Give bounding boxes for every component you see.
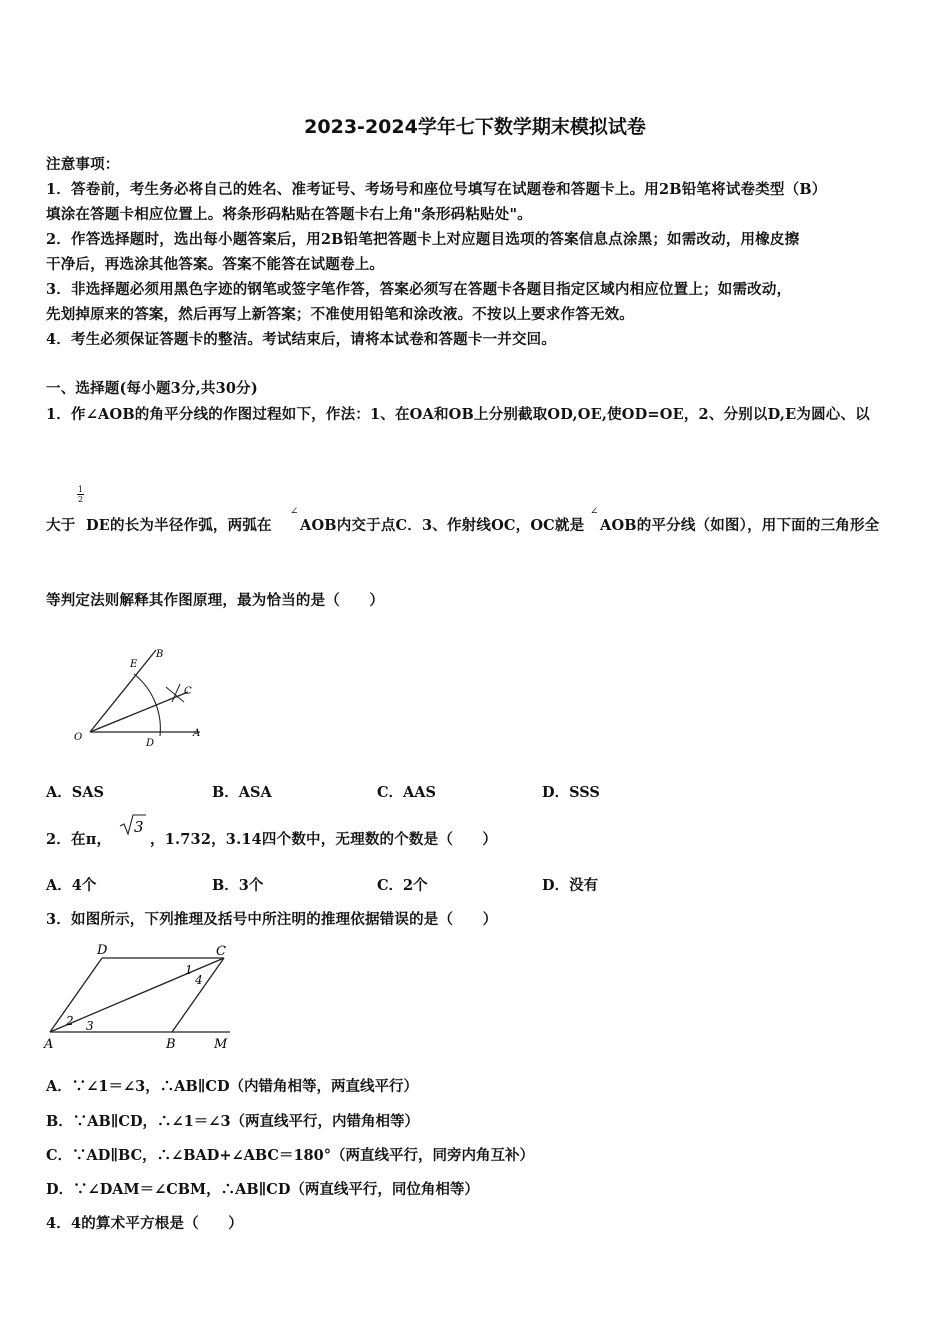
notice-line: 先划掉原来的答案，然后再写上新答案；不准使用铅笔和涂改液。不按以上要求作答无效。 <box>46 306 634 323</box>
sqrt-icon <box>118 812 148 836</box>
q1-line2-part-c: AOB内交于点C．3、作射线OC，OC就是 <box>300 517 585 534</box>
notice-line: 4．考生必须保证答题卡的整洁。考试结束后，请将本试卷和答题卡一并交回。 <box>46 331 557 348</box>
angle-bisector-figure <box>60 640 220 750</box>
page-title: 2023-2024学年七下数学期末模拟试卷 <box>304 116 646 138</box>
q1-fraction-numerator: 1 <box>77 485 84 494</box>
notice-line: 填涂在答题卡相应位置上。将条形码粘贴在答题卡右上角"条形码粘贴处"。 <box>46 206 532 223</box>
label-m: M <box>214 1037 228 1052</box>
q3-option-d: D．∵∠DAM＝∠CBM，∴AB∥CD（两直线平行，同位角相等） <box>46 1181 479 1198</box>
q2-option-d: D．没有 <box>542 877 599 894</box>
q1-option-b: B．ASA <box>212 784 272 801</box>
notice-line: 2．作答选择题时，选出每小题答案后，用2B铅笔把答题卡上对应题目选项的答案信息点涂黑；如需改动，用橡皮擦 <box>46 231 800 248</box>
q1-option-d: D．SSS <box>542 784 600 801</box>
q4-text: 4．4的算术平方根是（ ） <box>46 1215 243 1232</box>
angle-icon: ∠ <box>290 506 299 517</box>
label-c: C <box>184 686 192 697</box>
label-angle-1: 1 <box>185 963 193 977</box>
notice-heading: 注意事项： <box>46 156 120 173</box>
notice-line: 1．答卷前，考生务必将自己的姓名、准考证号、考场号和座位号填写在试题卷和答题卡上。用2B铅笔将试卷类型（B） <box>46 181 827 198</box>
q1-fraction-denominator: 2 <box>77 495 84 504</box>
q3-option-b: B．∵AB∥CD，∴∠1＝∠3（两直线平行，内错角相等） <box>46 1113 420 1130</box>
q1-option-a: A．SAS <box>46 784 104 801</box>
q3-option-a: A．∵∠1＝∠3，∴AB∥CD（内错角相等，两直线平行） <box>46 1078 419 1095</box>
label-b: B <box>156 649 164 660</box>
q1-fraction <box>77 485 84 504</box>
sqrt-radicand: 3 <box>134 818 144 836</box>
q3-option-c: C．∵AD∥BC，∴∠BAD+∠ABC＝180°（两直线平行，同旁内角互补） <box>46 1147 534 1164</box>
q2-option-c: C．2个 <box>377 877 428 894</box>
q2-text-b: ，1.732，3.14四个数中，无理数的个数是（ ） <box>150 831 498 848</box>
label-a: A <box>193 728 201 739</box>
label-angle-4: 4 <box>195 973 203 987</box>
label-angle-3: 3 <box>86 1019 94 1033</box>
notice-line: 干净后，再选涂其他答案。答案不能答在试题卷上。 <box>46 256 385 273</box>
label-d: D <box>97 943 108 958</box>
label-e: E <box>130 659 138 670</box>
label-a: A <box>44 1037 54 1052</box>
section-heading: 一、选择题(每小题3分,共30分) <box>46 380 258 397</box>
q1-option-c: C．AAS <box>377 784 437 801</box>
q1-line2-part-b: DE的长为半径作弧，两弧在 <box>86 517 272 534</box>
q2-option-b: B．3个 <box>212 877 264 894</box>
q1-line2-part-a: 大于 <box>46 517 76 534</box>
q1-line3: 等判定法则解释其作图原理，最为恰当的是（ ） <box>46 592 385 609</box>
notice-line: 3．非选择题必须用黑色字迹的钢笔或签字笔作答，答案必须写在答题卡各题目指定区域内相应位置上；如需改动， <box>46 281 792 298</box>
angle-icon: ∠ <box>590 506 599 517</box>
ray-ob <box>90 650 156 732</box>
label-angle-2: 2 <box>66 1014 74 1028</box>
arc-de <box>134 674 160 736</box>
label-b: B <box>166 1037 176 1052</box>
q1-line2-part-d: AOB的平分线（如图），用下面的三角形全 <box>600 517 880 534</box>
label-o: O <box>74 732 83 743</box>
q2-text-a: 2．在π， <box>46 831 112 848</box>
parallelogram-figure <box>42 940 242 1055</box>
label-d: D <box>146 738 155 749</box>
q1-line1: 1．作∠AOB的角平分线的作图过程如下，作法：1、在OA和OB上分别截取OD,OE,使OD=OE，2、分别以D,E为圆心、以 <box>46 406 870 423</box>
label-c: C <box>216 944 226 959</box>
q2-option-a: A．4个 <box>46 877 97 894</box>
q3-text: 3．如图所示，下列推理及括号中所注明的推理依据错误的是（ ） <box>46 911 498 928</box>
